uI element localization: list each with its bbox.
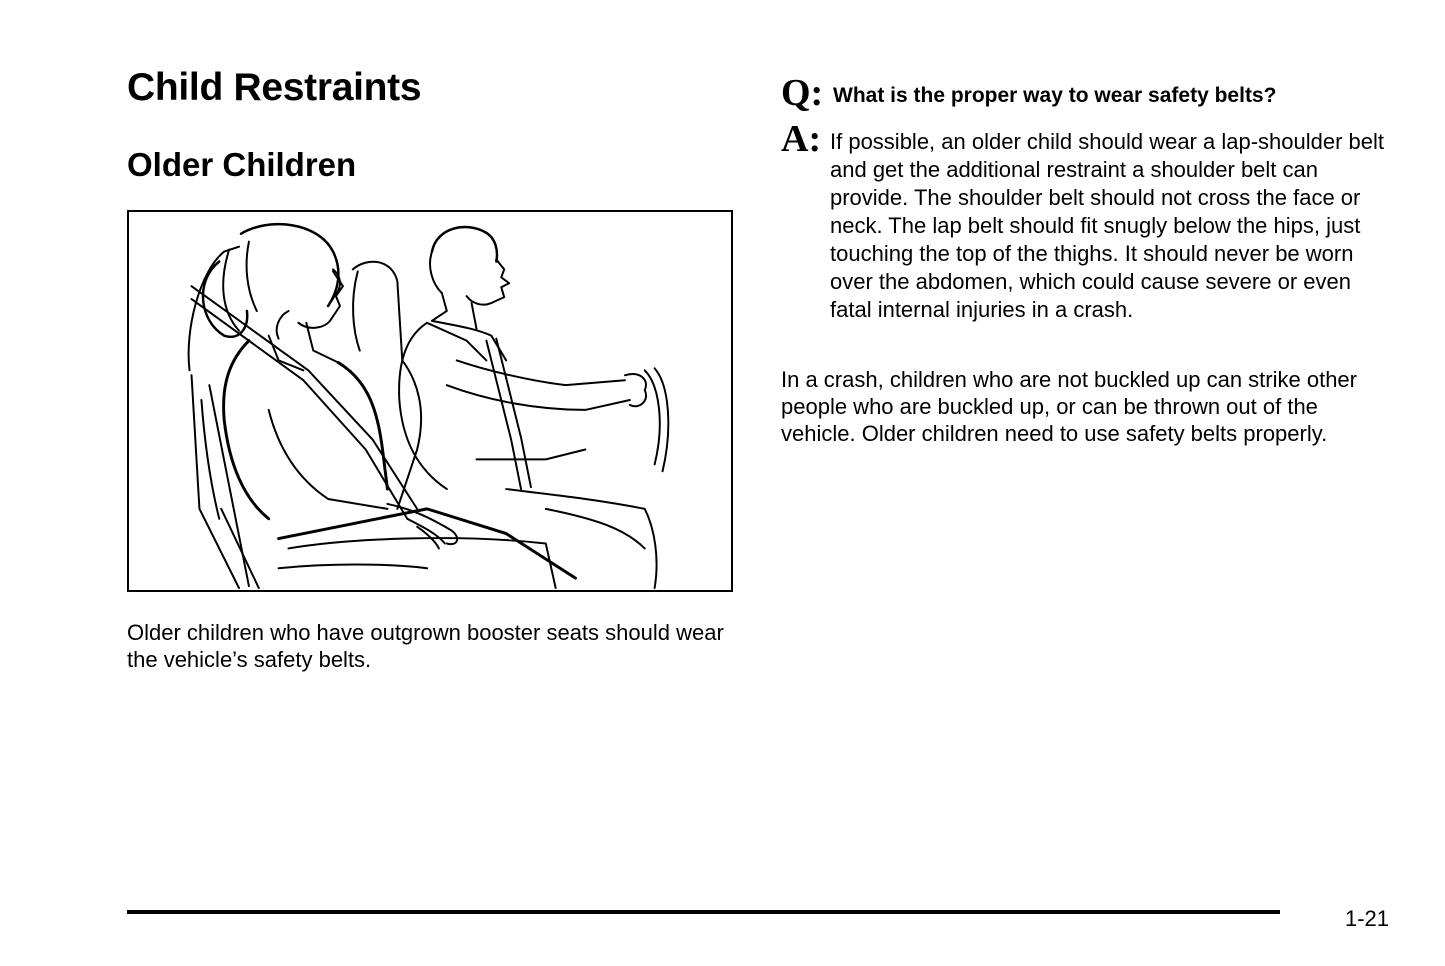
figure-caption: Older children who have outgrown booster seats should wear the vehicle’s safety belts. [127, 620, 724, 672]
older-children-safety-belt-illustration-icon [129, 212, 731, 590]
question-marker: Q: [781, 72, 824, 114]
page-number: 1-21 [1345, 906, 1390, 931]
page-title: Child Restraints [127, 66, 422, 109]
answer-marker: A: [781, 118, 822, 160]
answer-text: If possible, an older child should wear a lap-shoulder belt and get the additional restraint a shoulder belt can provide. The shoulder belt should not cross the face or neck. The lap belt should fit snugly below the hips, just touching the top of the thighs. It should never be worn over the abdomen, which could cause severe or even fatal internal injuries in a crash. [830, 129, 1384, 322]
footer-rule [127, 910, 1280, 914]
section-title: Older Children [127, 146, 357, 183]
question-text: What is the proper way to wear safety belts? [833, 84, 1277, 107]
illustration-frame [127, 210, 733, 592]
body-paragraph: In a crash, children who are not buckled up can strike other people who are buckled up, or can be thrown out of the vehicle. Older children need to use safety belts properly. [781, 367, 1357, 446]
